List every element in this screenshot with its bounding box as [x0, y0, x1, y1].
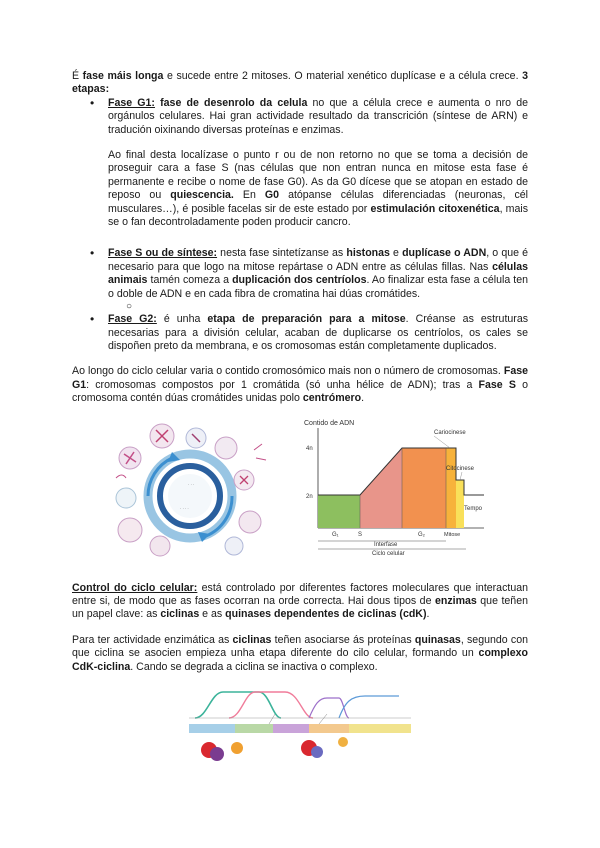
x-label-g2: G₂ — [418, 531, 425, 538]
cytokinesis-region — [456, 480, 464, 528]
g1-item: • Fase G1: fase de desenrolo da celula no que a célula crece e aumenta o nro de orgánulos celulares. Hai gran actividade resultado da transcrición (síntese de ARN) e tradución oixinando diversas proteínas e enzimas. Ao final desta localízase o punto r ou de non retorno no que se toma a decisión de proseguir cara a fase S (nas células que non entran nunca en mitose esta fase é permanente e recibe o nome de fase G0). As da G0 dícese que se atopan en estado de reposo ou quiescencia. En G0 atópanse células diferenciadas (neuronas, cél musculares…), é posible facelas sir de este estado por estimulación citoxenética, mais se o fan decontroladamente poden producir cancro. — [90, 97, 528, 248]
dna-content-graph — [294, 414, 504, 556]
x-label-g1: G₁ — [332, 531, 339, 538]
document-page — [72, 70, 528, 774]
graph-title: Contido de ADN — [304, 419, 355, 427]
cdk-cyclin-diagram — [189, 684, 411, 766]
g1-paragraph-2: Ao final desta localízase o punto r ou de non retorno no que se toma a decisión de proseguir cara a fase S (nas células que non entran nunca en mitose esta fase é permanente e recibe o nome de fase G0). As da G0 dícese que se atopan en estado de reposo ou quiescencia. En G0 atópanse células diferenciadas (neuronas, cél musculares…), é posible facelas sir de este estado por estimulación citoxenética, mais se o fan decontroladamente poden producir cancro. — [108, 149, 528, 229]
mitose-region — [446, 448, 456, 528]
y-label-4n: 4n — [306, 445, 313, 452]
cdk-figure-wrap — [72, 684, 528, 774]
svg-text:· · ·: · · · — [188, 481, 195, 487]
cell-cycle-illustration — [102, 418, 272, 558]
label-cariocinese: Cariocinese — [434, 429, 466, 436]
intro-paragraph: É fase máis longa e sucede entre 2 mitoses. O material xenético duplícase e a célula crece. 3 etapas: — [72, 70, 529, 96]
g2-title: Fase G2: — [108, 313, 157, 326]
x-label-mitose: Mitose — [444, 531, 461, 538]
ciclina-paragraph: Para ter actividade enzimática as ciclinas teñen asociarse ás proteínas quinasas, segundo con que ciclina se asocien empieza unha etapa diferente do cilo celular, formando un complexo CdK-ciclina. Cando se degrada a ciclina se inactiva o complexo. — [72, 633, 528, 673]
figures-row — [72, 414, 528, 554]
s-item: • Fase S ou de síntese: nesta fase sintetízanse as histonas e duplícase o ADN, o que é necesario para que logo na mitose repártase o ADN entre as células fillas. Nas células animais tamén comeza a duplicación dos centríolos. Ao finalizar esta fase a célula ten o doble de ADN e en cada fibra de cromatina hai dúas cromátides. ○ — [90, 247, 528, 313]
x-label-s: S — [358, 531, 363, 538]
empty-sub-bullet: ○ — [126, 301, 133, 313]
label-citocinese: Citocinese — [446, 465, 475, 472]
label-interfase: Interfase — [374, 541, 398, 548]
phase-list — [90, 97, 528, 354]
svg-text:· · · ·: · · · · — [180, 505, 189, 511]
control-paragraph: Control do ciclo celular: está controlado por diferentes factores moleculares que interactuan entre si, de modo que as fases ocorran na orde correcta. Hai dous tipos de enzimas que teñen un papel clave: as ciclinas e as quinases dependentes de ciclinas (cdK). — [72, 581, 528, 621]
g2-item: • Fase G2: é unha etapa de preparación para a mitose. Créanse as estruturas necesarias para a división celular, acaban de duplicarse os centríolos, os cales se dispoñen preto da membrana, e os cromosomas están completamente duplicados. — [90, 313, 528, 353]
label-ciclo-celular: Ciclo celular — [372, 550, 405, 556]
y-label-2n: 2n — [306, 493, 313, 500]
g1-region — [318, 495, 360, 528]
g2-region — [402, 448, 446, 528]
s-title: Fase S ou de síntese: — [108, 247, 218, 260]
control-title: Control do ciclo celular: — [72, 581, 198, 594]
g1-title: Fase G1: — [108, 96, 155, 109]
label-tempo: Tempo — [464, 505, 483, 512]
chromosome-paragraph: Ao longo do ciclo celular varia o contido cromosómico mais non o número de cromosomas. Fase G1: cromosomas compostos por 1 cromátida (só unha hélice de ADN); tras a Fase S o cromosoma contén dúas cromátides unidas polo centrómero. — [72, 365, 528, 405]
